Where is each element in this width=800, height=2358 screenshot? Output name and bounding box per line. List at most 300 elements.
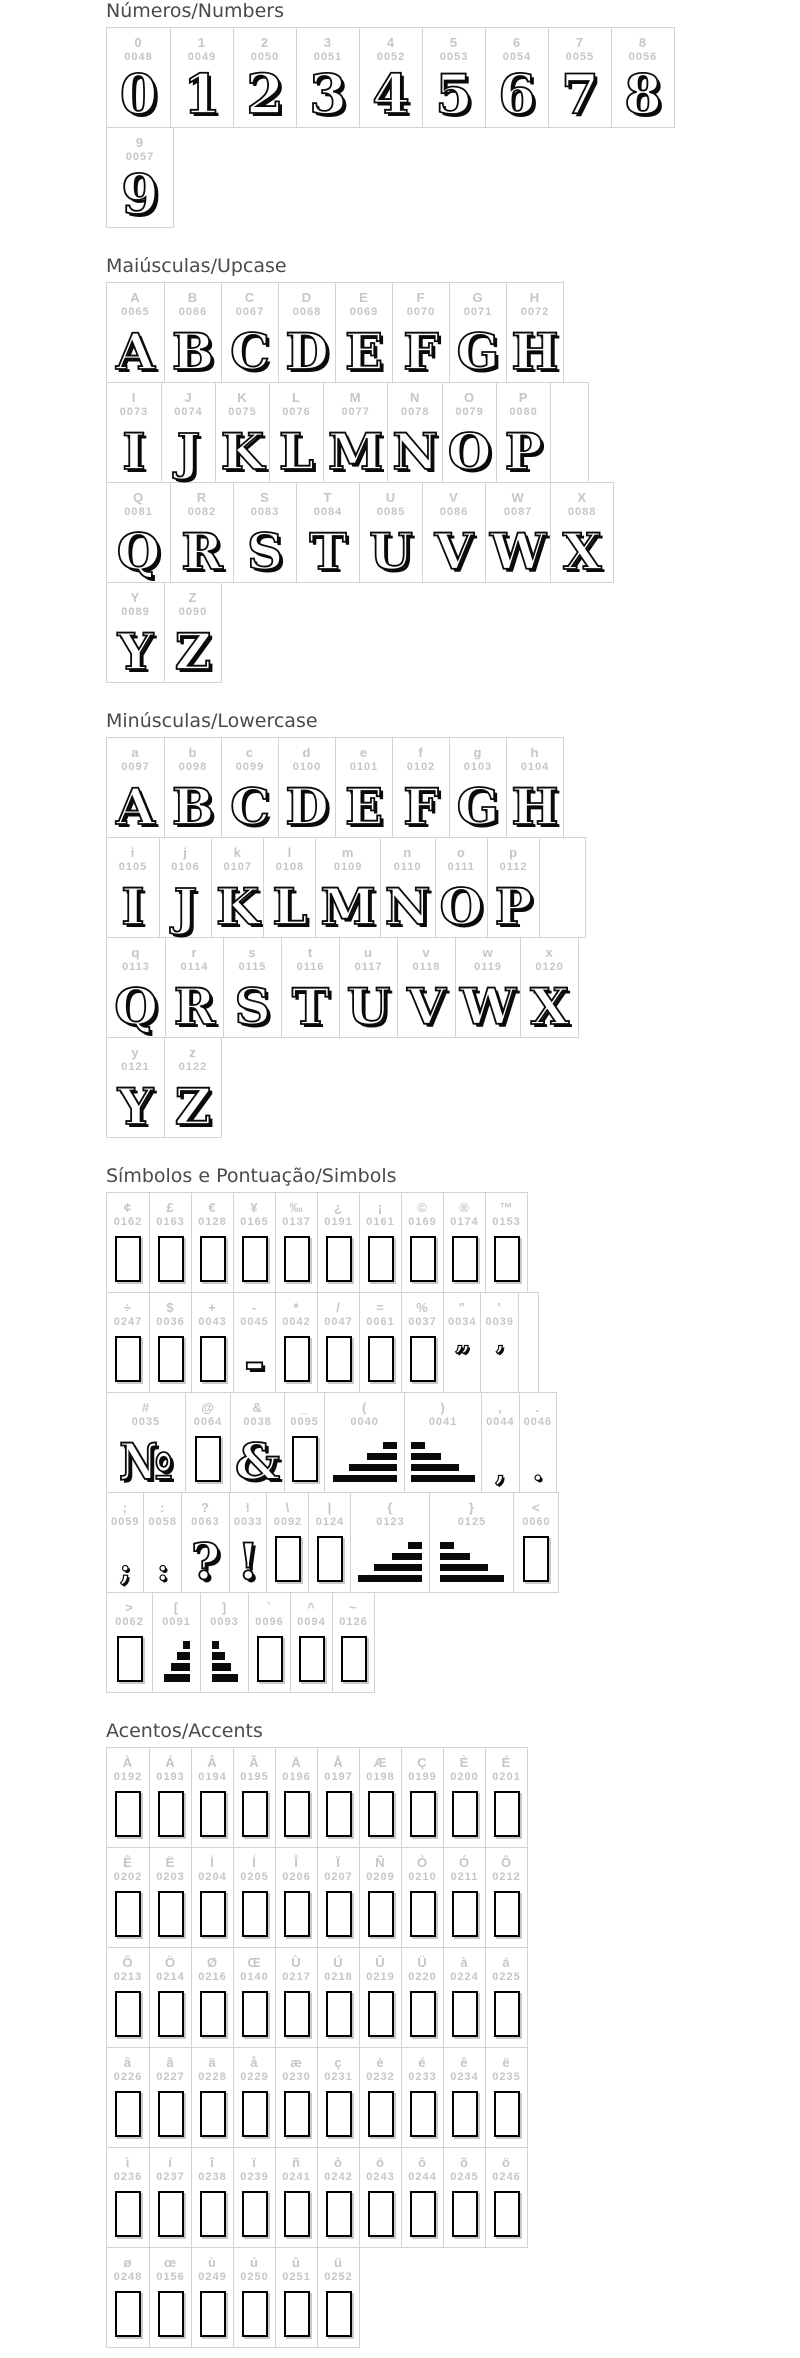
char-code: 0060: [522, 1516, 551, 1528]
char-cell: [359, 1948, 401, 2047]
missing-glyph-box: [326, 2191, 352, 2237]
glyph-area: [364, 2184, 397, 2240]
rendered-glyph: R: [173, 977, 216, 1036]
char-code: 0121: [121, 1061, 150, 1073]
glyph-area: [524, 1429, 552, 1489]
char-label: ,: [498, 1400, 503, 1415]
char-code: 0206: [282, 1871, 311, 1883]
char-code: 0072: [520, 306, 550, 318]
char-label: Ç: [417, 1755, 428, 1770]
char-label: ã: [166, 2055, 175, 2070]
rendered-glyph: ;: [119, 1553, 131, 1589]
rendered-glyph: №: [118, 1432, 174, 1491]
char-label: x: [545, 945, 554, 960]
glyph-area: [447, 419, 492, 481]
char-label: À: [122, 1755, 134, 1770]
char-label: C: [244, 290, 256, 305]
char-label: 7: [575, 35, 585, 50]
char-cell: [191, 1193, 233, 1292]
missing-glyph-box: [410, 1891, 436, 1937]
char-code: 0091: [162, 1616, 191, 1628]
glyph-area: [448, 1784, 481, 1840]
char-code: 0096: [255, 1616, 284, 1628]
char-code: 0212: [492, 1871, 521, 1883]
char-cell: [611, 28, 674, 127]
font-section: [106, 711, 800, 1138]
missing-glyph-box: [368, 1891, 394, 1937]
char-cell: [359, 1848, 401, 1947]
missing-glyph-box: [523, 1536, 549, 1582]
char-cell: [107, 838, 159, 937]
char-code: 0217: [282, 1971, 311, 1983]
char-cell: [170, 483, 233, 582]
char-code: 0249: [198, 2271, 227, 2283]
char-code: 0126: [339, 1616, 368, 1628]
char-label: U: [385, 490, 397, 505]
char-cell: [485, 1948, 527, 2047]
char-code: 0220: [408, 1971, 437, 1983]
glyph-area: [322, 1229, 355, 1285]
char-label: ;: [122, 1500, 128, 1515]
glyph-area: [286, 974, 335, 1036]
glyph-area: [280, 1784, 313, 1840]
char-code: 0234: [450, 2071, 479, 2083]
stair-bar: [177, 1652, 190, 1660]
char-code: 0191: [324, 1216, 353, 1228]
char-cell: [149, 1948, 191, 2047]
glyph-area: [111, 974, 161, 1036]
char-label: H: [529, 290, 541, 305]
glyph-area: [501, 419, 546, 481]
missing-glyph-box: [326, 1236, 352, 1282]
rendered-glyph: E: [344, 777, 384, 836]
char-label: Ê: [123, 1855, 133, 1870]
char-label: ™: [499, 1200, 514, 1215]
char-cell: [275, 1948, 317, 2047]
char-label: ò: [334, 2155, 343, 2170]
rendered-glyph: 2: [246, 62, 284, 127]
rendered-glyph: Q: [116, 522, 161, 581]
char-code: 0202: [113, 1871, 143, 1883]
char-cell: [449, 283, 506, 382]
char-cell: [435, 838, 488, 937]
char-cell: [359, 1748, 401, 1847]
glyph-area: [280, 1884, 313, 1940]
missing-glyph-box: [158, 1891, 184, 1937]
char-label: 0: [134, 35, 143, 50]
glyph-area: [555, 519, 609, 581]
char-label: u: [364, 945, 373, 960]
char-cell: [485, 1748, 527, 1847]
missing-glyph-box: [242, 1991, 268, 2037]
char-code: 0227: [156, 2071, 185, 2083]
char-code: 0049: [187, 51, 217, 63]
char-cell: [107, 583, 164, 682]
char-label: F: [416, 290, 426, 305]
glyph-area: [154, 1784, 187, 1840]
rendered-glyph: R: [181, 522, 223, 581]
glyph-area: [322, 1784, 355, 1840]
char-code: 0230: [282, 2071, 311, 2083]
char-label: ì: [125, 2155, 131, 2170]
char-label: î: [210, 2155, 215, 2170]
char-cell: [404, 1393, 481, 1492]
char-code: 0083: [250, 506, 280, 518]
glyph-area: [196, 1229, 229, 1285]
stair-bar: [440, 1542, 454, 1549]
stair-bracket-glyph: [440, 1542, 504, 1582]
glyph-area: [238, 62, 292, 127]
char-cell: [233, 2048, 275, 2147]
char-cell: [107, 1393, 185, 1492]
char-code: 0229: [240, 2071, 269, 2083]
char-cell: [317, 1948, 359, 2047]
rendered-glyph: ,: [495, 1453, 506, 1489]
stair-bar: [411, 1475, 475, 1482]
glyph-area: [111, 2184, 145, 2240]
char-code: 0218: [324, 1971, 353, 1983]
char-cell: [170, 28, 233, 127]
char-cell: [324, 1393, 404, 1492]
char-code: 0086: [439, 506, 469, 518]
stair-bracket-glyph: [164, 1641, 190, 1682]
char-cell: [233, 1848, 275, 1947]
char-code: 0102: [406, 761, 436, 773]
rendered-glyph: 3: [309, 62, 347, 127]
missing-glyph-box: [242, 2191, 268, 2237]
char-cell: [359, 1193, 401, 1292]
glyph-area: [313, 1529, 346, 1585]
char-cell: [485, 2148, 527, 2247]
char-code: 0165: [240, 1216, 269, 1228]
char-cell: [443, 1848, 485, 1947]
glyph-area: [490, 62, 544, 127]
char-code: 0108: [275, 861, 305, 873]
char-cell: [233, 1948, 275, 2047]
char-code: 0231: [324, 2071, 353, 2083]
char-cell: [107, 128, 173, 227]
char-label: y: [131, 1045, 140, 1060]
char-cell: [401, 2148, 443, 2247]
char-cell: [506, 283, 563, 382]
char-cell: [443, 2148, 485, 2247]
char-code: 0040: [350, 1416, 379, 1428]
glyph-area: [406, 2084, 439, 2140]
char-label: B: [187, 290, 199, 305]
char-cell: [429, 1493, 513, 1592]
rendered-glyph: H: [511, 777, 559, 836]
glyph-area: [340, 319, 388, 381]
char-code: 0081: [124, 506, 153, 518]
missing-glyph-box: [200, 1991, 226, 2037]
glyph-area: [322, 1884, 355, 1940]
glyph-area: [111, 2284, 145, 2340]
glyph-area: [322, 2084, 355, 2140]
char-label: ': [497, 1300, 502, 1315]
char-cell: [269, 383, 323, 482]
char-code: 0101: [349, 761, 379, 773]
font-section: [106, 1166, 800, 1693]
missing-glyph-box: [284, 1336, 310, 1382]
char-code: 0118: [412, 961, 441, 973]
glyph-area: [196, 1784, 229, 1840]
char-cell: [233, 1748, 275, 1847]
char-code: 0239: [240, 2171, 269, 2183]
glyph-area: [364, 62, 418, 127]
char-label: :: [160, 1500, 166, 1515]
char-label: l: [287, 845, 293, 860]
char-code: 0092: [273, 1516, 303, 1528]
glyph-area: [406, 2184, 439, 2240]
char-cell: [401, 1293, 443, 1392]
section-title: Acentos/Accents: [106, 1720, 263, 1742]
char-cell: [191, 2148, 233, 2247]
glyph-area: [228, 974, 277, 1036]
char-cell: [221, 738, 278, 837]
glyph-row: [106, 1747, 528, 1848]
missing-glyph-box: [115, 1336, 141, 1382]
char-code: 0140: [240, 1971, 269, 1983]
rendered-glyph: Q: [114, 977, 158, 1036]
char-label: Ù: [291, 1955, 302, 1970]
glyph-area: [490, 2084, 523, 2140]
character-map: [0, 1, 800, 2358]
glyph-area: [301, 519, 355, 581]
char-cell: [200, 1593, 248, 1692]
rendered-glyph: Y: [117, 1077, 154, 1136]
glyph-area: [234, 1529, 262, 1591]
rendered-glyph: 8: [624, 62, 662, 127]
glyph-area: [406, 1984, 439, 2040]
char-cell: [152, 1593, 200, 1692]
rendered-glyph: A: [116, 322, 155, 381]
char-code: 0196: [282, 1771, 311, 1783]
glyph-area: [283, 319, 331, 381]
char-cell: [275, 1848, 317, 1947]
glyph-area: [164, 874, 207, 936]
glyph-area: [616, 62, 670, 127]
stair-bar: [392, 1553, 422, 1560]
char-label: ‰: [289, 1200, 304, 1215]
char-code: 0073: [119, 406, 149, 418]
missing-glyph-box: [452, 2191, 478, 2237]
char-code: 0214: [156, 1971, 185, 1983]
glyph-area: [409, 1429, 477, 1485]
missing-glyph-box: [452, 1236, 478, 1282]
char-label: Q: [132, 490, 145, 505]
char-code: 0044: [486, 1416, 515, 1428]
glyph-area: [460, 974, 517, 1036]
char-label: 5: [449, 35, 459, 50]
missing-glyph-box: [284, 1991, 310, 2037]
char-label: b: [188, 745, 198, 760]
char-label: ÷: [123, 1300, 133, 1315]
glyph-area: [196, 2284, 229, 2340]
glyph-area: [238, 519, 292, 581]
char-code: 0070: [406, 306, 436, 318]
missing-glyph-box: [158, 1236, 184, 1282]
glyph-area: [490, 1884, 523, 1940]
char-code: 0162: [113, 1216, 143, 1228]
glyph-area: [492, 874, 535, 936]
char-cell: [401, 2048, 443, 2147]
char-cell: [284, 1393, 324, 1492]
glyph-area: [238, 2084, 271, 2140]
char-cell: [442, 383, 496, 482]
stair-bar: [374, 1564, 422, 1571]
char-label: e: [359, 745, 369, 760]
char-label: Ë: [165, 1855, 176, 1870]
char-label: .: [535, 1400, 541, 1415]
stair-bar: [440, 1553, 470, 1560]
char-label: ¢: [123, 1200, 133, 1215]
char-cell: [317, 1748, 359, 1847]
missing-glyph-box: [284, 2191, 310, 2237]
char-cell: [315, 838, 379, 937]
glyph-area: [154, 2284, 187, 2340]
stair-bar: [440, 1575, 504, 1582]
char-label: Å: [333, 1755, 344, 1770]
char-label: n: [403, 845, 413, 860]
glyph-area: [238, 2184, 271, 2240]
missing-glyph-box: [242, 2091, 268, 2137]
char-cell: [275, 1748, 317, 1847]
glyph-row: [106, 2047, 528, 2148]
char-code: 0055: [565, 51, 595, 63]
char-cell: [233, 2148, 275, 2247]
char-cell: [149, 1193, 191, 1292]
missing-glyph-box: [299, 1636, 325, 1682]
char-label: ä: [208, 2055, 217, 2070]
glyph-area: [238, 1229, 271, 1285]
char-cell: [275, 2048, 317, 2147]
char-label: €: [208, 1200, 217, 1215]
char-label: 6: [512, 35, 522, 50]
char-code: 0245: [450, 2171, 479, 2183]
char-code: 0247: [113, 1316, 143, 1328]
char-cell: [296, 28, 359, 127]
glyph-area: [427, 519, 481, 581]
char-label: ^: [307, 1600, 316, 1615]
char-label: ë: [502, 2055, 511, 2070]
glyph-area: [434, 1529, 509, 1585]
char-code: 0088: [567, 506, 597, 518]
char-label: û: [292, 2255, 301, 2270]
char-code: 0052: [376, 51, 406, 63]
char-code: 0059: [111, 1516, 140, 1528]
char-label: ¿: [334, 1200, 343, 1215]
char-label: @: [201, 1400, 215, 1415]
char-cell: [107, 938, 165, 1037]
char-code: 0195: [240, 1771, 269, 1783]
char-cell: [317, 1193, 359, 1292]
char-label: |: [327, 1500, 333, 1515]
missing-glyph-box: [200, 2291, 226, 2337]
char-code: 0076: [282, 406, 311, 418]
glyph-area: [280, 2084, 313, 2140]
char-code: 0057: [125, 151, 155, 163]
char-code: 0243: [366, 2171, 395, 2183]
glyph-area: [397, 774, 445, 836]
char-label: 9: [135, 135, 145, 150]
char-label: Ô: [500, 1855, 513, 1870]
char-code: 0201: [492, 1771, 521, 1783]
char-code: 0079: [455, 406, 484, 418]
char-label: r: [191, 945, 198, 960]
section-title: Maiúsculas/Upcase: [106, 255, 287, 277]
rendered-glyph: L: [278, 422, 315, 481]
glyph-area: [295, 1629, 328, 1685]
char-code: 0071: [463, 306, 493, 318]
rendered-glyph: &: [235, 1432, 281, 1491]
char-code: 0128: [198, 1216, 227, 1228]
char-label: Ü: [417, 1955, 428, 1970]
char-label: s: [248, 945, 257, 960]
char-cell: [520, 938, 578, 1037]
glyph-row: [106, 582, 222, 683]
char-code: 0105: [118, 861, 148, 873]
rendered-glyph: -: [244, 1332, 265, 1391]
glyph-area: [111, 1229, 145, 1285]
glyph-area: [111, 1329, 145, 1385]
char-label: *: [293, 1300, 300, 1315]
rendered-glyph: O: [447, 422, 492, 481]
char-code: 0197: [324, 1771, 353, 1783]
char-cell: [392, 283, 449, 382]
char-cell: [487, 838, 539, 937]
char-cell: [485, 1848, 527, 1947]
char-label: 3: [323, 35, 333, 50]
rendered-glyph: I: [122, 422, 146, 481]
char-cell: [191, 2248, 233, 2347]
glyph-area: [154, 1329, 187, 1385]
glyph-area: [364, 2084, 397, 2140]
glyph-row: [106, 1392, 557, 1493]
glyph-area: [490, 1229, 523, 1285]
char-label: W: [511, 490, 525, 505]
glyph-area: [397, 319, 445, 381]
glyph-area: [111, 62, 166, 127]
glyph-area: [553, 62, 607, 127]
char-cell: [107, 2048, 149, 2147]
char-code: 0103: [463, 761, 493, 773]
char-code: 0069: [349, 306, 379, 318]
stair-bar: [411, 1442, 425, 1449]
missing-glyph-box: [326, 1791, 352, 1837]
char-cell: [275, 1193, 317, 1292]
glyph-area: [154, 2184, 187, 2240]
char-code: 0041: [428, 1416, 458, 1428]
char-label: ô: [418, 2155, 427, 2170]
char-cell: [513, 1493, 558, 1592]
missing-glyph-box: [200, 1791, 226, 1837]
char-label: ©: [417, 1200, 428, 1215]
char-cell: [266, 1493, 308, 1592]
char-code: 0192: [113, 1771, 143, 1783]
char-code: 0226: [113, 2071, 143, 2083]
rendered-glyph: O: [439, 877, 484, 936]
char-label: Ö: [164, 1955, 177, 1970]
stair-bar: [164, 1674, 190, 1682]
char-code: 0122: [178, 1061, 208, 1073]
rendered-glyph: Y: [117, 622, 154, 681]
glyph-area: [111, 2084, 145, 2140]
char-label: p: [509, 845, 519, 860]
rendered-glyph: ’: [494, 1340, 505, 1374]
missing-glyph-box: [158, 2291, 184, 2337]
char-label: Á: [165, 1755, 176, 1770]
glyph-area: [355, 1529, 425, 1585]
